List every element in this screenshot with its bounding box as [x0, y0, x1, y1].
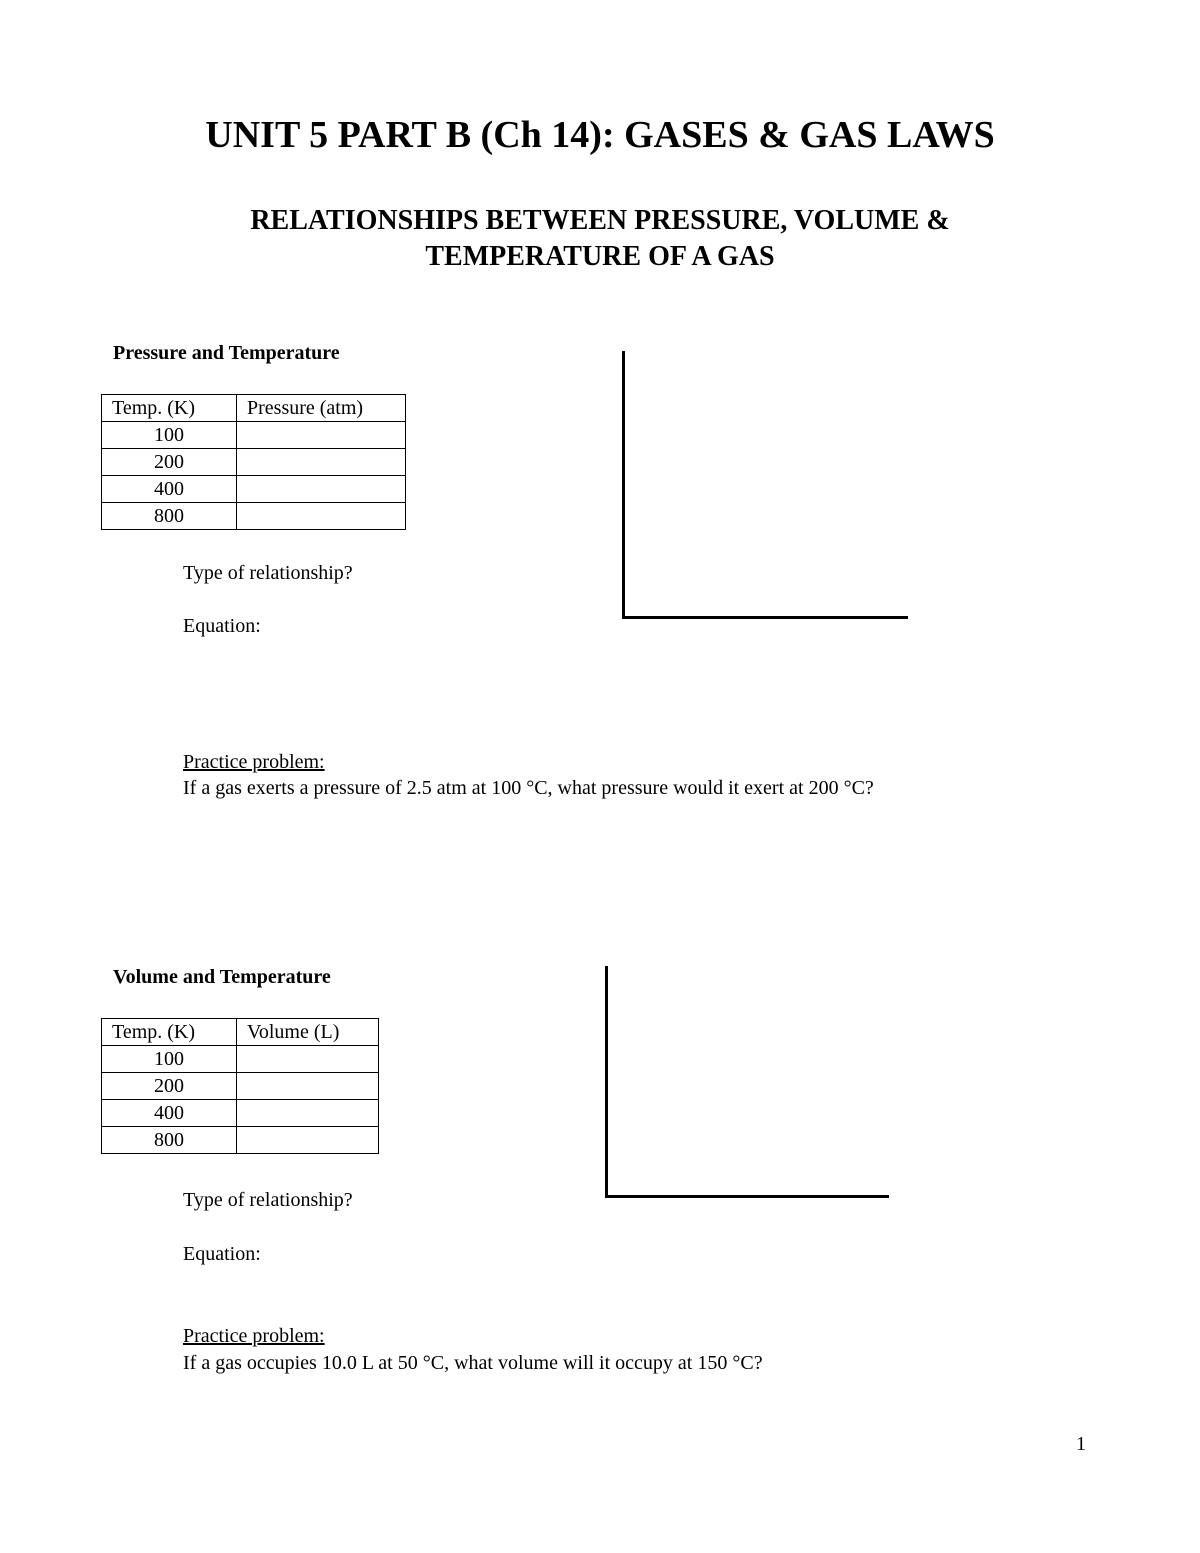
- page-number: 1: [1076, 1433, 1086, 1455]
- column-header-temp: Temp. (K): [102, 395, 237, 422]
- subtitle-line-2: TEMPERATURE OF A GAS: [425, 241, 775, 272]
- volume-entry-cell[interactable]: [237, 1046, 379, 1073]
- table-header-row: [102, 395, 406, 422]
- pressure-entry-cell[interactable]: [237, 476, 406, 503]
- temp-cell: 800: [102, 1127, 237, 1154]
- column-header-volume: Volume (L): [237, 1019, 379, 1046]
- table-row: [102, 422, 406, 449]
- relationship-prompt: Type of relationship?: [183, 1189, 353, 1211]
- temp-cell: 400: [102, 1100, 237, 1127]
- practice-problem-label: Practice problem:: [183, 751, 325, 773]
- section-heading-volume-temperature: Volume and Temperature: [113, 966, 331, 988]
- table-row: [102, 503, 406, 530]
- volume-entry-cell[interactable]: [237, 1100, 379, 1127]
- relationship-prompt: Type of relationship?: [183, 562, 353, 584]
- pressure-entry-cell[interactable]: [237, 422, 406, 449]
- page-title: UNIT 5 PART B (Ch 14): GASES & GAS LAWS: [205, 114, 995, 156]
- blank-graph-axes: [605, 966, 895, 1201]
- blank-graph-axes: [622, 351, 912, 621]
- temp-cell: 200: [102, 449, 237, 476]
- y-axis-line: [622, 351, 625, 619]
- volume-entry-cell[interactable]: [237, 1073, 379, 1100]
- equation-prompt: Equation:: [183, 1243, 261, 1265]
- table-row: [102, 1127, 379, 1154]
- practice-problem-text: If a gas occupies 10.0 L at 50 °C, what volume will it occupy at 150 °C?: [183, 1352, 763, 1374]
- table-header-row: [102, 1019, 379, 1046]
- practice-problem-text: If a gas exerts a pressure of 2.5 atm at 100 °C, what pressure would it exert at 200 °C?: [183, 777, 874, 799]
- temp-cell: 100: [102, 1046, 237, 1073]
- pressure-entry-cell[interactable]: [237, 449, 406, 476]
- temp-cell: 800: [102, 503, 237, 530]
- temp-cell: 100: [102, 422, 237, 449]
- x-axis-line: [622, 616, 908, 619]
- pressure-temperature-table: [101, 394, 406, 530]
- table-row: [102, 449, 406, 476]
- equation-prompt: Equation:: [183, 615, 261, 637]
- table-row: [102, 1100, 379, 1127]
- y-axis-line: [605, 966, 608, 1198]
- page-subtitle: [0, 203, 1200, 275]
- practice-problem-label: Practice problem:: [183, 1325, 325, 1347]
- column-header-temp: Temp. (K): [102, 1019, 237, 1046]
- subtitle-line-1: RELATIONSHIPS BETWEEN PRESSURE, VOLUME &: [250, 205, 950, 236]
- volume-temperature-table: [101, 1018, 379, 1154]
- column-header-pressure: Pressure (atm): [237, 395, 406, 422]
- temp-cell: 200: [102, 1073, 237, 1100]
- section-heading-pressure-temperature: Pressure and Temperature: [113, 342, 340, 364]
- table-row: [102, 1073, 379, 1100]
- x-axis-line: [605, 1195, 889, 1198]
- volume-entry-cell[interactable]: [237, 1127, 379, 1154]
- temp-cell: 400: [102, 476, 237, 503]
- table-row: [102, 476, 406, 503]
- pressure-entry-cell[interactable]: [237, 503, 406, 530]
- table-row: [102, 1046, 379, 1073]
